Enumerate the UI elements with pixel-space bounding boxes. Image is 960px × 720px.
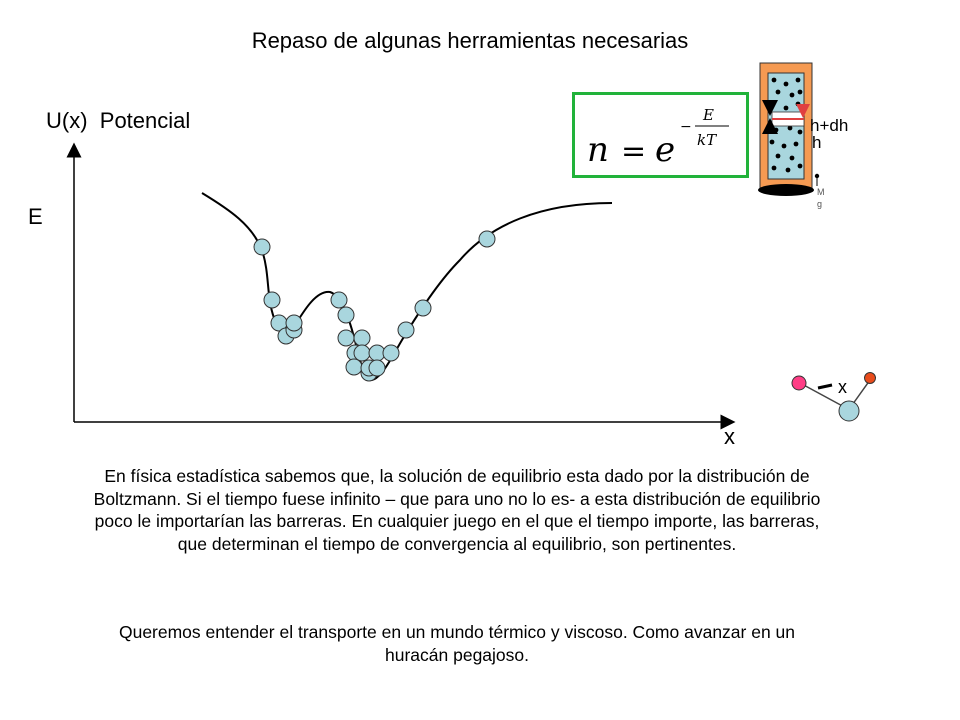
- column-base: [758, 184, 814, 196]
- particle: [479, 231, 495, 247]
- formula-base: e: [655, 130, 676, 170]
- spring-label: x: [838, 377, 847, 397]
- spring-molecule: [792, 373, 876, 422]
- energy-label: E: [28, 204, 43, 229]
- particle: [369, 360, 385, 376]
- particle: [331, 292, 347, 308]
- paragraph-transport: Queremos entender el transporte en un mundo térmico y viscoso. Como avanzar en un huracán pegajoso.: [118, 622, 796, 665]
- pink-ball: [792, 376, 806, 390]
- particle: [286, 315, 302, 331]
- particle: [354, 330, 370, 346]
- particle: [398, 322, 414, 338]
- formula-denominator: kT: [697, 131, 717, 149]
- boltzmann-formula: [572, 92, 749, 178]
- particle: [338, 307, 354, 323]
- formula-minus: −: [680, 119, 692, 135]
- formula-numerator: E: [703, 106, 714, 124]
- particle: [383, 345, 399, 361]
- height-top-label: h+dh: [810, 116, 849, 135]
- weight-label: M g: [817, 187, 825, 209]
- particle: [415, 300, 431, 316]
- page-title: Repaso de algunas herramientas necesarias: [251, 28, 689, 53]
- particles: [254, 231, 495, 381]
- blue-ball: [839, 401, 859, 421]
- particle: [254, 239, 270, 255]
- height-bottom-label: h: [812, 133, 822, 152]
- x-axis-label: x: [724, 424, 735, 449]
- particle: [338, 330, 354, 346]
- formula-lhs: n: [587, 130, 609, 170]
- orange-ball: [865, 373, 876, 384]
- formula-equals: =: [621, 134, 647, 169]
- potential-curve: [202, 193, 612, 380]
- particle: [354, 345, 370, 361]
- particle: [264, 292, 280, 308]
- y-axis-label: U(x) Potencial: [46, 108, 191, 133]
- particle: [346, 359, 362, 375]
- paragraph-boltzmann: En física estadística sabemos que, la solución de equilibrio esta dado por la distribución de Boltzmann. Si el tiempo fuese infinito – que para uno no lo es- a esta distribución de equilibrio poco le importarían las barreras. En cualquier juego en el que el tiempo importe, las barreras, que determinan el tiempo de convergencia al equilibrio, son pertinentes.: [93, 466, 821, 554]
